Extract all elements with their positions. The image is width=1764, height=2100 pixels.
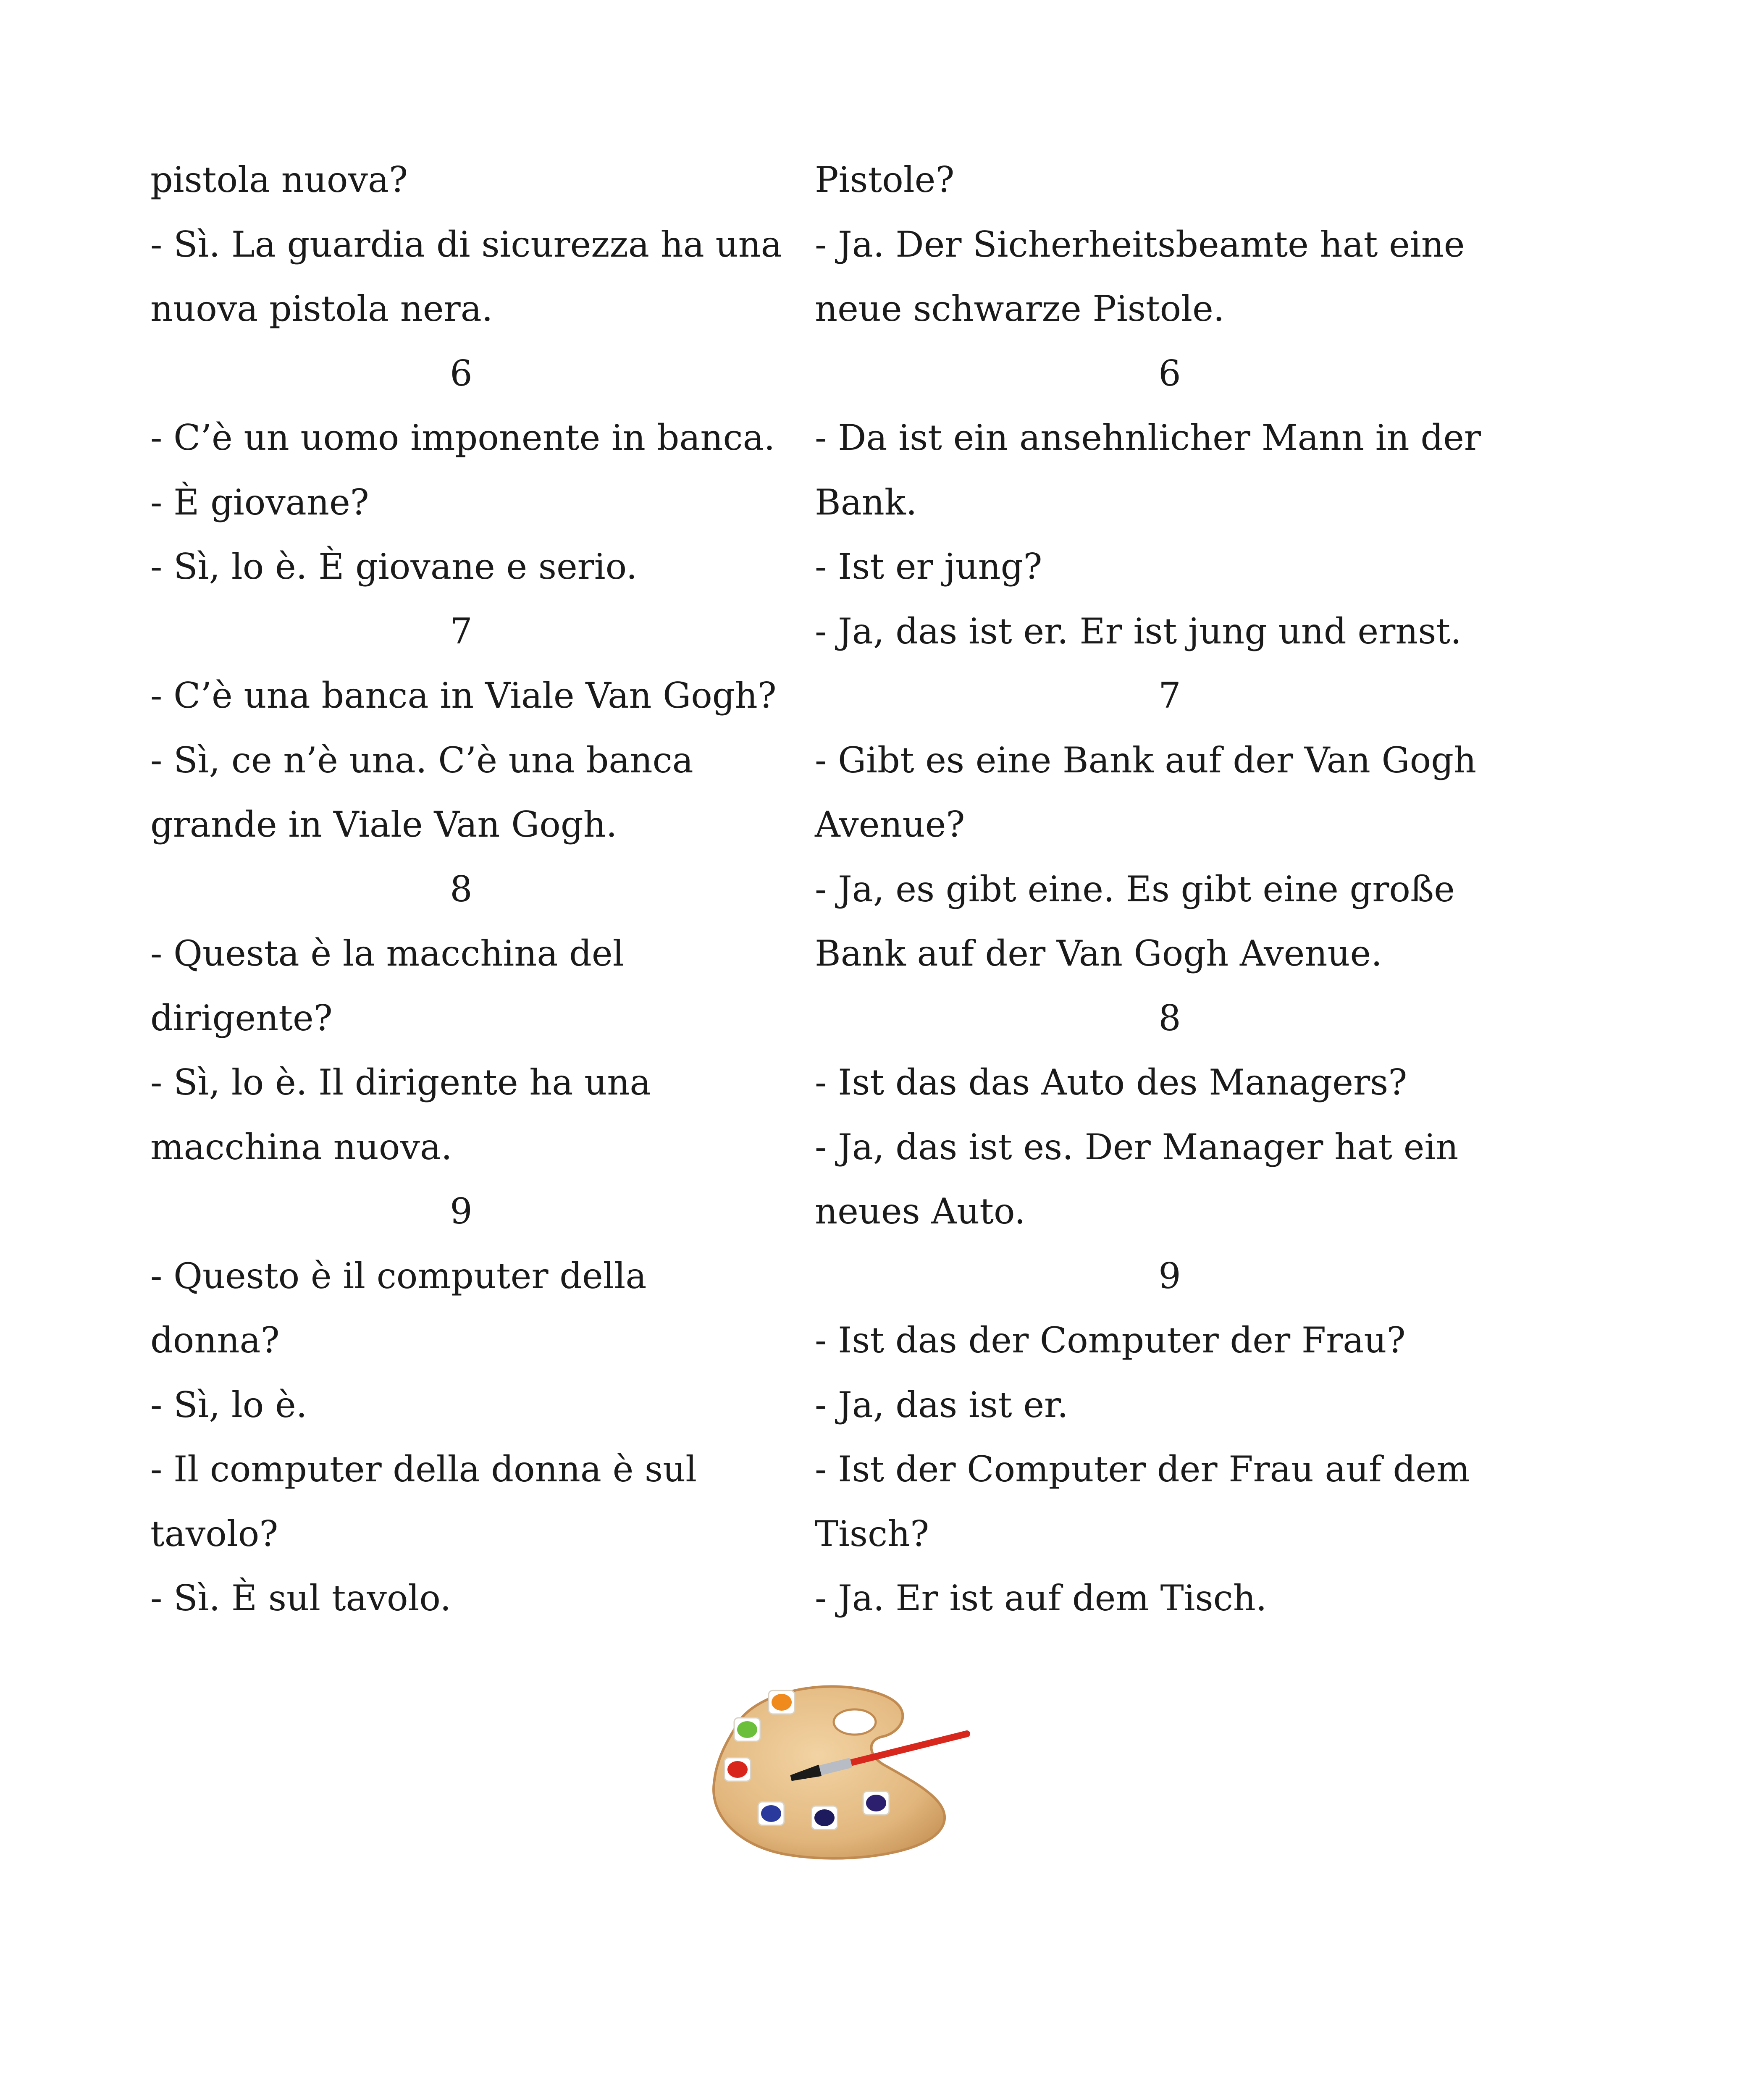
text-line: - Sì. È sul tavolo. [150, 1578, 452, 1619]
section-number: 8 [450, 868, 472, 910]
text-line: pistola nuova? [150, 159, 408, 200]
text-line: Tisch? [815, 1513, 929, 1554]
text-line: - Ist der Computer der Frau auf dem [815, 1449, 1470, 1490]
text-line: neues Auto. [815, 1191, 1026, 1232]
text-line: grande in Viale Van Gogh. [150, 804, 617, 845]
text-line: - Ist das der Computer der Frau? [815, 1320, 1406, 1361]
text-line: - Il computer della donna è sul [150, 1449, 697, 1490]
text-line: Avenue? [815, 804, 965, 845]
section-number: 7 [450, 610, 472, 652]
section-number: 7 [1158, 675, 1181, 716]
text-line: - Sì, lo è. [150, 1384, 307, 1425]
text-line: Bank. [815, 481, 917, 523]
paint-palette-icon [706, 1678, 979, 1863]
text-line: - Sì. La guardia di sicurezza ha una [150, 223, 782, 265]
text-line: - Sì, ce n’è una. C’è una banca [150, 739, 693, 781]
german-text-column [815, 148, 1487, 1631]
text-line: - Ist er jung? [815, 546, 1042, 587]
section-number: 6 [1158, 352, 1181, 394]
text-line: - Ja, es gibt eine. Es gibt eine große [815, 868, 1455, 910]
text-line: - Sì, lo è. È giovane e serio. [150, 546, 638, 587]
text-line: Bank auf der Van Gogh Avenue. [815, 933, 1382, 974]
text-line: - C’è una banca in Viale Van Gogh? [150, 675, 777, 716]
italian-text-column [150, 148, 797, 1631]
text-line: macchina nuova. [150, 1126, 452, 1168]
text-line: nuova pistola nera. [150, 288, 493, 329]
text-line: - C’è un uomo imponente in banca. [150, 417, 775, 458]
text-line: - Gibt es eine Bank auf der Van Gogh [815, 739, 1477, 781]
text-line: - Ist das das Auto des Managers? [815, 1062, 1407, 1103]
palette-thumb-hole [834, 1709, 876, 1735]
text-line: - Questo è il computer della [150, 1255, 647, 1297]
text-line: donna? [150, 1320, 280, 1361]
section-number: 8 [1158, 997, 1181, 1039]
section-number: 6 [450, 352, 472, 394]
section-number: 9 [450, 1191, 472, 1232]
text-line: - Ja. Der Sicherheitsbeamte hat eine [815, 223, 1465, 265]
text-line: tavolo? [150, 1513, 278, 1554]
text-line: - Da ist ein ansehnlicher Mann in der [815, 417, 1481, 458]
text-line: - Sì, lo è. Il dirigente ha una [150, 1062, 651, 1103]
section-number: 9 [1158, 1255, 1181, 1297]
text-line: - Questa è la macchina del [150, 933, 624, 974]
text-line: dirigente? [150, 997, 333, 1039]
text-line: - Ja, das ist es. Der Manager hat ein [815, 1126, 1459, 1168]
text-line: neue schwarze Pistole. [815, 288, 1225, 329]
text-line: - Ja, das ist er. Er ist jung und ernst. [815, 610, 1462, 652]
text-line: Pistole? [815, 159, 955, 200]
text-line: - Ja, das ist er. [815, 1384, 1068, 1425]
text-line: - È giovane? [150, 481, 369, 523]
text-line: - Ja. Er ist auf dem Tisch. [815, 1578, 1267, 1619]
